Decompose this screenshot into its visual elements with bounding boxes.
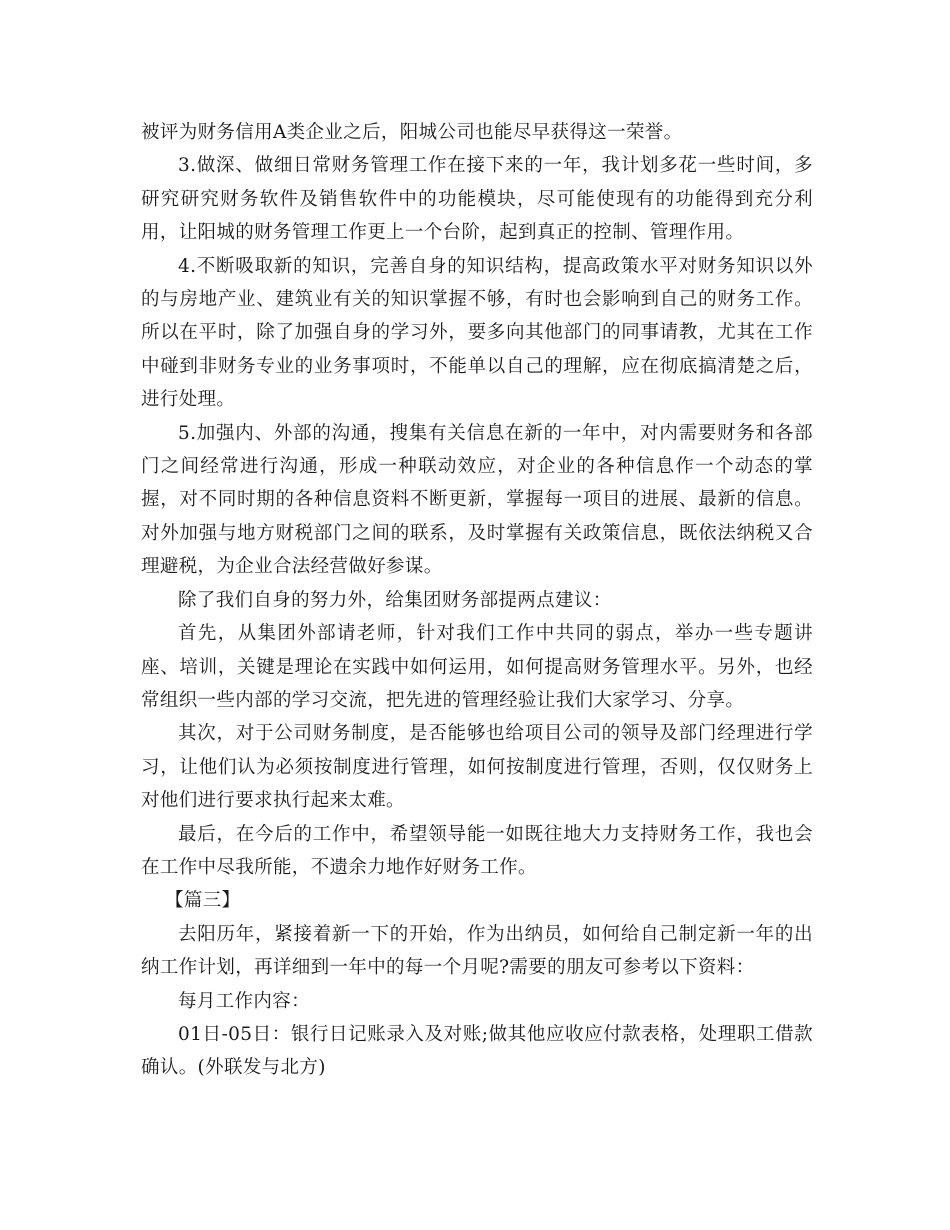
paragraph-suggestions-intro: 除了我们自身的努力外，给集团财务部提两点建议： [178, 589, 612, 611]
paragraph-continuation: 被评为财务信用A类企业之后，阳城公司也能尽早获得这一荣誉。 [141, 122, 683, 143]
paragraph-conclusion: 最后，在今后的工作中，希望领导能一如既往地大力支持财务工作，我也会在工作中尽我所能，不遗余力地作好财务工作。 [141, 823, 813, 878]
section-heading: 【篇三】 [165, 890, 241, 912]
paragraph-monthly-heading: 每月工作内容： [178, 990, 310, 1012]
paragraph-item-3: 3.做深、做细日常财务管理工作在接下来的一年，我计划多花一些时间，多研究研究财务软件及销售软件中的功能模块，尽可能使现有的功能得到充分利用，让阳城的财务管理工作更上一个台阶，起到真正的控制、管理作用。 [141, 155, 813, 244]
paragraph-cashier-intro: 去阳历年，紧接着新一下的开始，作为出纳员，如何给自己制定新一年的出纳工作计划，再详细到一年中的每一个月呢?需要的朋友可参考以下资料： [141, 923, 813, 979]
paragraph-suggestion-first: 首先，从集团外部请老师，针对我们工作中共同的弱点，举办一些专题讲座、培训，关键是理论在实践中如何运用，如何提高财务管理水平。另外，也经常组织一些内部的学习交流，把先进的管理经验让我们大家学习、分享。 [141, 623, 813, 711]
paragraph-item-4: 4.不断吸取新的知识，完善自身的知识结构，提高政策水平对财务知识以外的与房地产业、建筑业有关的知识掌握不够，有时也会影响到自己的财务工作。所以在平时，除了加强自身的学习外，要多向其他部门的同事请教，尤其在工作中碰到非财务专业的业务事项时，不能单以自己的理解，应在彻底搞清楚之后，进行处理。 [141, 255, 813, 411]
paragraph-schedule-item: 01日-05日：银行日记账录入及对账;做其他应收应付款表格，处理职工借款确认。(外联发与北方) [141, 1023, 813, 1079]
document-page [141, 116, 813, 1085]
paragraph-suggestion-second: 其次，对于公司财务制度，是否能够也给项目公司的领导及部门经理进行学习，让他们认为必须按制度进行管理，如何按制度进行管理，否则，仅仅财务上对他们进行要求执行起来太难。 [141, 723, 813, 812]
paragraph-item-5: 5.加强内、外部的沟通，搜集有关信息在新的一年中，对内需要财务和各部门之间经常进行沟通，形成一种联动效应，对企业的各种信息作一个动态的掌握，对不同时期的各种信息资料不断更新，掌握每一项目的进展、最新的信息。对外加强与地方财税部门之间的联系，及时掌握有关政策信息，既依法纳税又合理避税，为企业合法经营做好参谋。 [141, 422, 813, 578]
